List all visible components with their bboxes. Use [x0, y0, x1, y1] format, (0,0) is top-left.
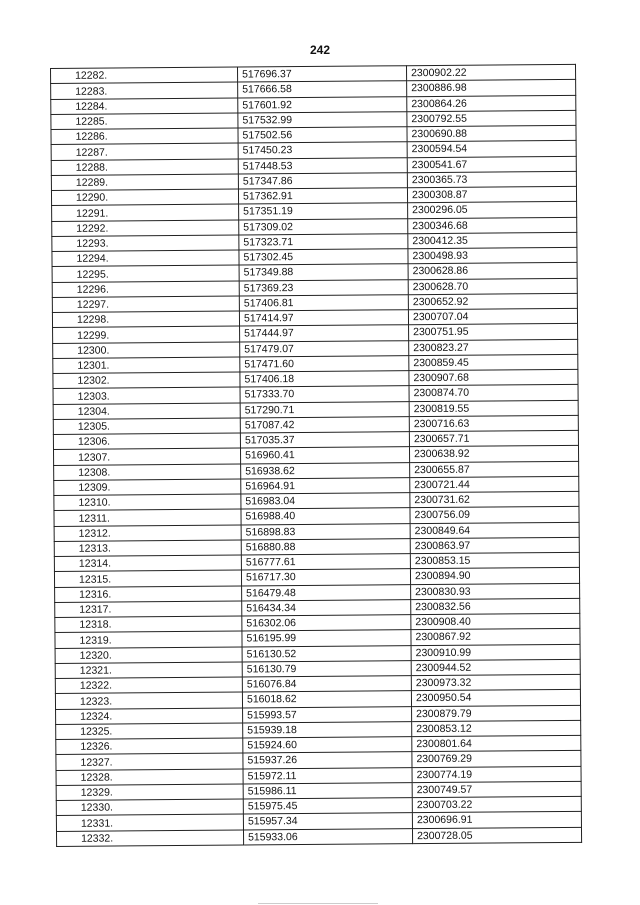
x-coordinate-cell: 517369.23	[239, 279, 408, 296]
bottom-divider	[258, 903, 378, 904]
y-coordinate-cell: 2300346.68	[408, 217, 577, 234]
point-id-cell: 12298.	[52, 311, 239, 328]
point-id-cell: 12319.	[55, 631, 242, 648]
x-coordinate-cell: 517406.18	[240, 371, 409, 388]
point-id-cell: 12293.	[52, 235, 239, 252]
x-coordinate-cell: 517444.97	[240, 325, 409, 342]
point-id-cell: 12326.	[56, 738, 243, 755]
y-coordinate-cell: 2300498.93	[408, 247, 577, 264]
x-coordinate-cell: 515957.34	[243, 813, 412, 830]
point-id-cell: 12284.	[51, 98, 238, 115]
y-coordinate-cell: 2300731.62	[410, 491, 579, 508]
point-id-cell: 12305.	[53, 418, 240, 435]
x-coordinate-cell: 517406.81	[239, 294, 408, 311]
point-id-cell: 12316.	[55, 586, 242, 603]
y-coordinate-cell: 2300721.44	[410, 476, 579, 493]
coordinate-table-container	[50, 64, 564, 847]
y-coordinate-cell: 2300823.27	[409, 339, 578, 356]
y-coordinate-cell: 2300308.87	[407, 186, 576, 203]
y-coordinate-cell: 2300769.29	[412, 751, 581, 768]
y-coordinate-cell: 2300716.63	[409, 415, 578, 432]
x-coordinate-cell: 515986.11	[243, 782, 412, 799]
x-coordinate-cell: 516479.48	[242, 584, 411, 601]
y-coordinate-cell: 2300728.05	[412, 827, 581, 844]
y-coordinate-cell: 2300690.88	[407, 125, 576, 142]
y-coordinate-cell: 2300863.97	[410, 537, 579, 554]
point-id-cell: 12321.	[55, 662, 242, 679]
x-coordinate-cell: 515993.57	[243, 706, 412, 723]
y-coordinate-cell: 2300774.19	[412, 766, 581, 783]
x-coordinate-cell: 516434.34	[242, 599, 411, 616]
x-coordinate-cell: 516195.99	[242, 630, 411, 647]
point-id-cell: 12322.	[55, 677, 242, 694]
point-id-cell: 12283.	[51, 82, 238, 99]
point-id-cell: 12325.	[56, 723, 243, 740]
point-id-cell: 12302.	[53, 372, 240, 389]
y-coordinate-cell: 2300832.56	[411, 598, 580, 615]
x-coordinate-cell: 516302.06	[242, 615, 411, 632]
point-id-cell: 12303.	[53, 387, 240, 404]
x-coordinate-cell: 517087.42	[240, 416, 409, 433]
x-coordinate-cell: 517532.99	[238, 111, 407, 128]
point-id-cell: 12312.	[54, 525, 241, 542]
point-id-cell: 12332.	[56, 830, 243, 847]
y-coordinate-cell: 2300874.70	[409, 385, 578, 402]
y-coordinate-cell: 2300696.91	[412, 812, 581, 829]
y-coordinate-cell: 2300751.95	[409, 324, 578, 341]
point-id-cell: 12287.	[51, 143, 238, 160]
point-id-cell: 12307.	[53, 448, 240, 465]
y-coordinate-cell: 2300707.04	[408, 308, 577, 325]
x-coordinate-cell: 517347.86	[238, 172, 407, 189]
y-coordinate-cell: 2300853.12	[412, 720, 581, 737]
x-coordinate-cell: 516880.88	[241, 538, 410, 555]
point-id-cell: 12286.	[51, 128, 238, 145]
point-id-cell: 12290.	[51, 189, 238, 206]
x-coordinate-cell: 517290.71	[240, 401, 409, 418]
x-coordinate-cell: 517035.37	[240, 432, 409, 449]
x-coordinate-cell: 517471.60	[240, 355, 409, 372]
x-coordinate-cell: 516983.04	[241, 493, 410, 510]
x-coordinate-cell: 517601.92	[238, 96, 407, 113]
point-id-cell: 12300.	[53, 342, 240, 359]
y-coordinate-cell: 2300652.92	[408, 293, 577, 310]
table-body	[51, 64, 582, 846]
x-coordinate-cell: 517479.07	[240, 340, 409, 357]
x-coordinate-cell: 515937.26	[243, 752, 412, 769]
x-coordinate-cell: 517362.91	[238, 188, 407, 205]
y-coordinate-cell: 2300902.22	[406, 64, 575, 81]
point-id-cell: 12288.	[51, 159, 238, 176]
x-coordinate-cell: 517309.02	[239, 218, 408, 235]
x-coordinate-cell: 517666.58	[238, 81, 407, 98]
x-coordinate-cell: 517502.56	[238, 127, 407, 144]
point-id-cell: 12292.	[52, 220, 239, 237]
point-id-cell: 12311.	[54, 509, 241, 526]
y-coordinate-cell: 2300907.68	[409, 369, 578, 386]
y-coordinate-cell: 2300365.73	[407, 171, 576, 188]
x-coordinate-cell: 515924.60	[243, 737, 412, 754]
y-coordinate-cell: 2300541.67	[407, 156, 576, 173]
point-id-cell: 12310.	[54, 494, 241, 511]
y-coordinate-cell: 2300910.99	[411, 644, 580, 661]
y-coordinate-cell: 2300749.57	[412, 781, 581, 798]
point-id-cell: 12328.	[56, 769, 243, 786]
x-coordinate-cell: 516898.83	[241, 523, 410, 540]
point-id-cell: 12323.	[55, 692, 242, 709]
y-coordinate-cell: 2300849.64	[410, 522, 579, 539]
y-coordinate-cell: 2300628.86	[408, 263, 577, 280]
coordinate-table	[50, 64, 582, 847]
point-id-cell: 12295.	[52, 265, 239, 282]
point-id-cell: 12314.	[54, 555, 241, 572]
y-coordinate-cell: 2300973.32	[411, 674, 580, 691]
y-coordinate-cell: 2300886.98	[407, 80, 576, 97]
y-coordinate-cell: 2300867.92	[411, 629, 580, 646]
point-id-cell: 12304.	[53, 403, 240, 420]
point-id-cell: 12301.	[53, 357, 240, 374]
x-coordinate-cell: 516130.79	[242, 660, 411, 677]
x-coordinate-cell: 517351.19	[239, 203, 408, 220]
point-id-cell: 12320.	[55, 647, 242, 664]
x-coordinate-cell: 516988.40	[241, 508, 410, 525]
point-id-cell: 12331.	[56, 814, 243, 831]
x-coordinate-cell: 517414.97	[239, 310, 408, 327]
y-coordinate-cell: 2300819.55	[409, 400, 578, 417]
y-coordinate-cell: 2300879.79	[412, 705, 581, 722]
table-row	[56, 827, 581, 846]
x-coordinate-cell: 517333.70	[240, 386, 409, 403]
x-coordinate-cell: 516130.52	[242, 645, 411, 662]
point-id-cell: 12315.	[54, 570, 241, 587]
x-coordinate-cell: 517448.53	[238, 157, 407, 174]
y-coordinate-cell: 2300594.54	[407, 141, 576, 158]
y-coordinate-cell: 2300756.09	[410, 507, 579, 524]
point-id-cell: 12306.	[53, 433, 240, 450]
point-id-cell: 12289.	[51, 174, 238, 191]
x-coordinate-cell: 516777.61	[241, 554, 410, 571]
x-coordinate-cell: 516717.30	[241, 569, 410, 586]
point-id-cell: 12297.	[52, 296, 239, 313]
y-coordinate-cell: 2300894.90	[410, 568, 579, 585]
x-coordinate-cell: 516960.41	[240, 447, 409, 464]
point-id-cell: 12317.	[55, 601, 242, 618]
x-coordinate-cell: 517450.23	[238, 142, 407, 159]
y-coordinate-cell: 2300638.92	[409, 446, 578, 463]
x-coordinate-cell: 516076.84	[242, 676, 411, 693]
point-id-cell: 12308.	[54, 464, 241, 481]
point-id-cell: 12329.	[56, 784, 243, 801]
y-coordinate-cell: 2300864.26	[407, 95, 576, 112]
y-coordinate-cell: 2300296.05	[408, 202, 577, 219]
point-id-cell: 12291.	[52, 204, 239, 221]
page-number: 242	[309, 43, 331, 57]
y-coordinate-cell: 2300628.70	[408, 278, 577, 295]
y-coordinate-cell: 2300908.40	[411, 613, 580, 630]
point-id-cell: 12296.	[52, 281, 239, 298]
x-coordinate-cell: 515972.11	[243, 767, 412, 784]
point-id-cell: 12313.	[54, 540, 241, 557]
point-id-cell: 12327.	[56, 753, 243, 770]
y-coordinate-cell: 2300801.64	[412, 735, 581, 752]
y-coordinate-cell: 2300655.87	[410, 461, 579, 478]
x-coordinate-cell: 517302.45	[239, 249, 408, 266]
y-coordinate-cell: 2300859.45	[409, 354, 578, 371]
y-coordinate-cell: 2300950.54	[411, 690, 580, 707]
x-coordinate-cell: 516018.62	[242, 691, 411, 708]
x-coordinate-cell: 516964.91	[241, 477, 410, 494]
point-id-cell: 12282.	[51, 67, 238, 84]
x-coordinate-cell: 517696.37	[237, 66, 406, 83]
x-coordinate-cell: 517323.71	[239, 233, 408, 250]
y-coordinate-cell: 2300792.55	[407, 110, 576, 127]
point-id-cell: 12299.	[53, 326, 240, 343]
y-coordinate-cell: 2300830.93	[411, 583, 580, 600]
y-coordinate-cell: 2300853.15	[410, 552, 579, 569]
point-id-cell: 12285.	[51, 113, 238, 130]
point-id-cell: 12318.	[55, 616, 242, 633]
point-id-cell: 12294.	[52, 250, 239, 267]
y-coordinate-cell: 2300657.71	[409, 430, 578, 447]
x-coordinate-cell: 517349.88	[239, 264, 408, 281]
y-coordinate-cell: 2300703.22	[412, 796, 581, 813]
point-id-cell: 12330.	[56, 799, 243, 816]
x-coordinate-cell: 516938.62	[241, 462, 410, 479]
x-coordinate-cell: 515933.06	[243, 828, 412, 845]
point-id-cell: 12309.	[54, 479, 241, 496]
x-coordinate-cell: 515975.45	[243, 798, 412, 815]
y-coordinate-cell: 2300412.35	[408, 232, 577, 249]
point-id-cell: 12324.	[56, 708, 243, 725]
x-coordinate-cell: 515939.18	[243, 721, 412, 738]
y-coordinate-cell: 2300944.52	[411, 659, 580, 676]
